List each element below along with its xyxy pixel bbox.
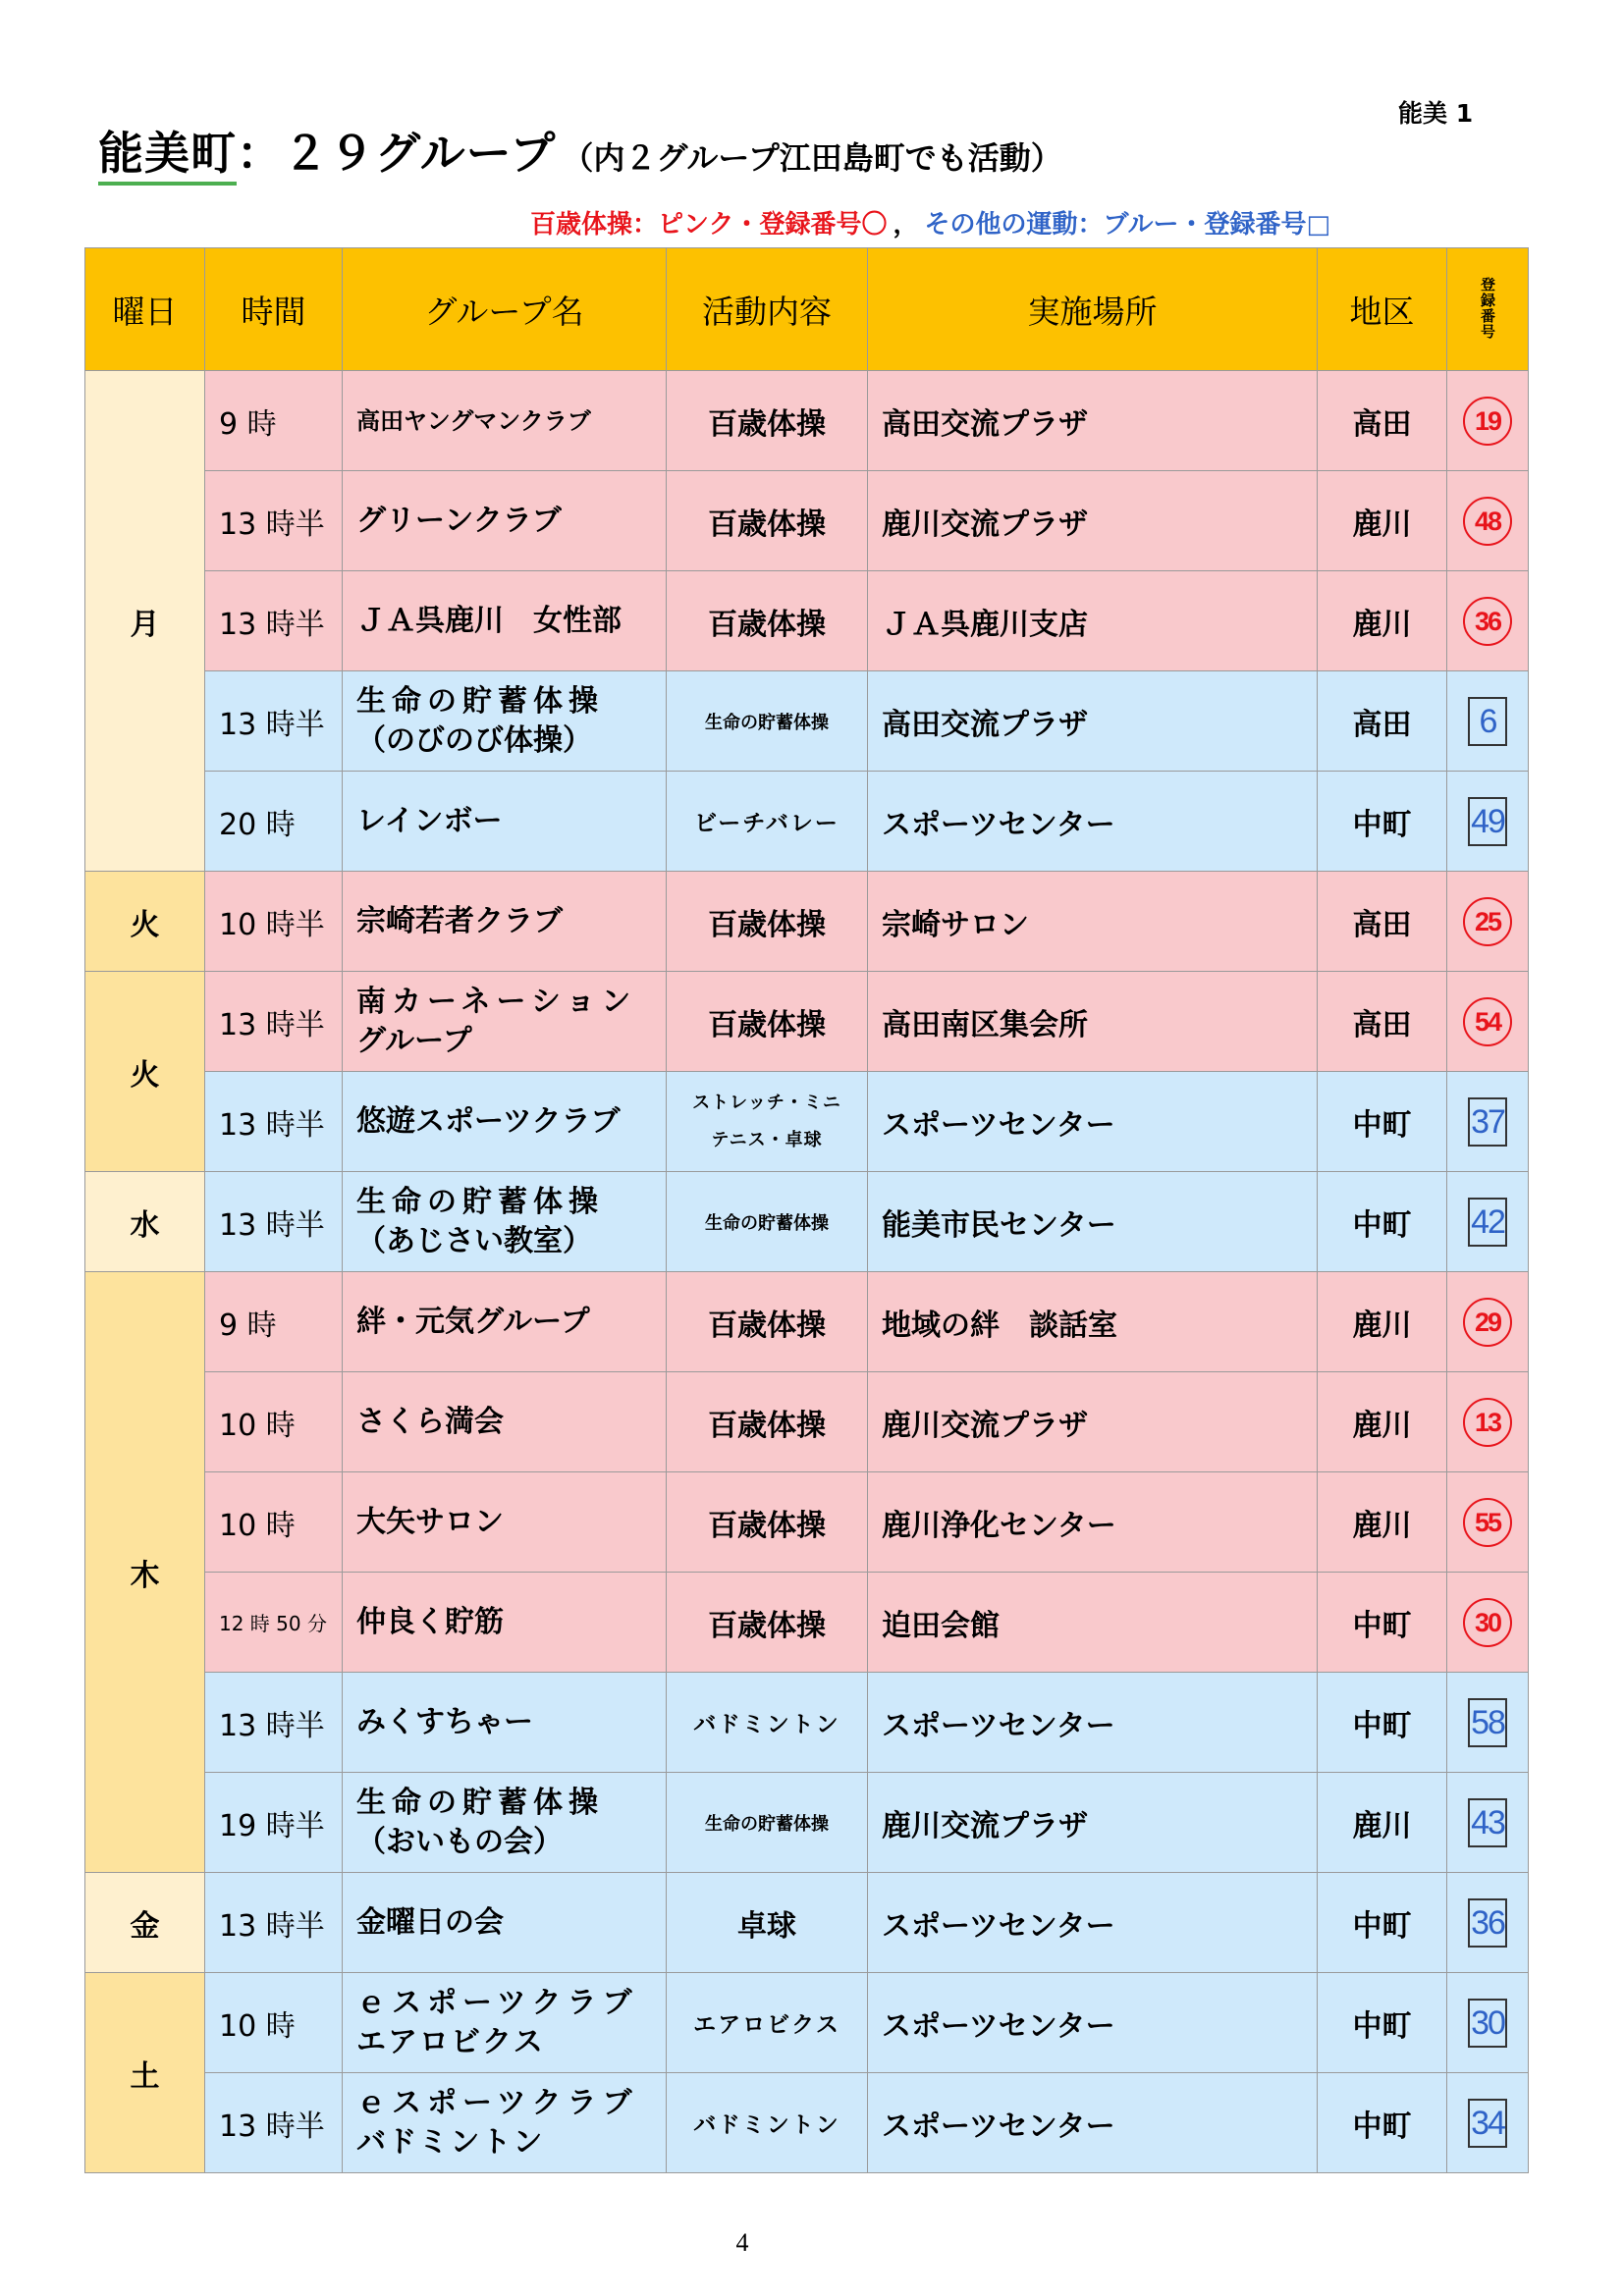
- area-cell: 鹿川: [1318, 1272, 1447, 1372]
- area-cell: 中町: [1318, 1172, 1447, 1272]
- table-row: [85, 1673, 1529, 1773]
- header-code: 登録番号: [1447, 248, 1529, 371]
- place-cell: スポーツセンター: [868, 1072, 1318, 1172]
- area-cell: 鹿川: [1318, 571, 1447, 671]
- time-cell: 9 時: [205, 371, 343, 471]
- activity-cell: 卓球: [667, 1873, 868, 1973]
- group-cell: 生命の貯蓄体操 （のびのび体操）: [343, 671, 667, 772]
- day-cell: 月: [85, 371, 205, 872]
- place-cell: スポーツセンター: [868, 772, 1318, 872]
- circle-code-badge: 48: [1463, 497, 1512, 546]
- page-label: 能美 1: [1398, 99, 1474, 128]
- table-row: [85, 1973, 1529, 2073]
- group-cell: ｅスポーツクラブ バドミントン: [343, 2073, 667, 2173]
- time-cell: 13 時半: [205, 1172, 343, 1272]
- legend-blue: その他の運動：ブルー・登録番号□: [924, 210, 1331, 240]
- header-row: [85, 248, 1529, 371]
- code-cell: [1447, 2073, 1529, 2173]
- title-note: （内２グループ江田島町でも活動）: [562, 139, 1062, 177]
- place-cell: スポーツセンター: [868, 1873, 1318, 1973]
- place-cell: 能美市民センター: [868, 1172, 1318, 1272]
- table-row: [85, 1172, 1529, 1272]
- place-cell: 鹿川交流プラザ: [868, 1773, 1318, 1873]
- table-row: [85, 671, 1529, 772]
- circle-code-badge: 54: [1463, 997, 1512, 1046]
- code-cell: [1447, 772, 1529, 872]
- code-cell: [1447, 1973, 1529, 2073]
- activity-cell: ストレッチ・ミニ テニス・卓球: [667, 1072, 868, 1172]
- table-row: [85, 1372, 1529, 1472]
- area-cell: 中町: [1318, 1973, 1447, 2073]
- group-cell: 金曜日の会: [343, 1873, 667, 1973]
- square-code-badge: 36: [1468, 1898, 1507, 1948]
- place-cell: 鹿川浄化センター: [868, 1472, 1318, 1573]
- square-code-badge: 37: [1468, 1097, 1507, 1147]
- day-cell: 土: [85, 1973, 205, 2173]
- area-cell: 高田: [1318, 972, 1447, 1072]
- table-row: [85, 772, 1529, 872]
- group-cell: グリーンクラブ: [343, 471, 667, 571]
- area-cell: 高田: [1318, 872, 1447, 972]
- table-row: [85, 571, 1529, 671]
- area-cell: 高田: [1318, 371, 1447, 471]
- place-cell: 鹿川交流プラザ: [868, 1372, 1318, 1472]
- time-cell: 10 時: [205, 1973, 343, 2073]
- place-cell: 高田南区集会所: [868, 972, 1318, 1072]
- code-cell: [1447, 972, 1529, 1072]
- circle-code-badge: 30: [1463, 1598, 1512, 1647]
- activity-cell: 百歳体操: [667, 1372, 868, 1472]
- group-cell: 悠遊スポーツクラブ: [343, 1072, 667, 1172]
- table-row: [85, 471, 1529, 571]
- code-cell: [1447, 471, 1529, 571]
- time-cell: 9 時: [205, 1272, 343, 1372]
- activity-cell: 百歳体操: [667, 1272, 868, 1372]
- table-row: [85, 1272, 1529, 1372]
- activity-cell: 百歳体操: [667, 872, 868, 972]
- day-cell: 木: [85, 1272, 205, 1873]
- code-cell: [1447, 571, 1529, 671]
- title-town: 能美町: [98, 127, 237, 186]
- square-code-badge: 34: [1468, 2099, 1507, 2148]
- time-cell: 10 時: [205, 1372, 343, 1472]
- activity-cell: 百歳体操: [667, 471, 868, 571]
- place-cell: 宗崎サロン: [868, 872, 1318, 972]
- time-cell: 13 時半: [205, 972, 343, 1072]
- area-cell: 中町: [1318, 1573, 1447, 1673]
- group-cell: 仲良く貯筋: [343, 1573, 667, 1673]
- group-cell: 宗崎若者クラブ: [343, 872, 667, 972]
- page-title: [98, 118, 1062, 183]
- place-cell: 高田交流プラザ: [868, 671, 1318, 772]
- day-cell: 金: [85, 1873, 205, 1973]
- area-cell: 鹿川: [1318, 1773, 1447, 1873]
- title-colon: ：: [237, 127, 283, 180]
- square-code-badge: 49: [1468, 797, 1507, 846]
- place-cell: 地域の絆 談話室: [868, 1272, 1318, 1372]
- code-cell: [1447, 1773, 1529, 1873]
- time-cell: 20 時: [205, 772, 343, 872]
- code-cell: [1447, 1072, 1529, 1172]
- header-time: 時間: [205, 248, 343, 371]
- header-group: グループ名: [343, 248, 667, 371]
- time-cell: 13 時半: [205, 2073, 343, 2173]
- place-cell: 鹿川交流プラザ: [868, 471, 1318, 571]
- activity-cell: 百歳体操: [667, 972, 868, 1072]
- activity-cell: 生命の貯蓄体操: [667, 1172, 868, 1272]
- square-code-badge: 30: [1468, 1999, 1507, 2048]
- header-day: 曜日: [85, 248, 205, 371]
- header-place: 実施場所: [868, 248, 1318, 371]
- activity-cell: 百歳体操: [667, 371, 868, 471]
- code-cell: [1447, 371, 1529, 471]
- group-cell: 南カーネーション グループ: [343, 972, 667, 1072]
- circle-code-badge: 19: [1463, 397, 1512, 446]
- group-cell: 絆・元気グループ: [343, 1272, 667, 1372]
- place-cell: スポーツセンター: [868, 1673, 1318, 1773]
- activity-cell: バドミントン: [667, 2073, 868, 2173]
- code-cell: [1447, 1573, 1529, 1673]
- area-cell: 中町: [1318, 1072, 1447, 1172]
- color-legend: [530, 204, 1330, 240]
- table-row: [85, 1472, 1529, 1573]
- table-row: [85, 1773, 1529, 1873]
- area-cell: 中町: [1318, 1873, 1447, 1973]
- activity-cell: 生命の貯蓄体操: [667, 671, 868, 772]
- time-cell: 13 時半: [205, 1072, 343, 1172]
- page-number: 4: [735, 2228, 749, 2257]
- table-row: [85, 371, 1529, 471]
- place-cell: スポーツセンター: [868, 2073, 1318, 2173]
- group-cell: 生命の貯蓄体操 （おいもの会）: [343, 1773, 667, 1873]
- activity-cell: 百歳体操: [667, 1573, 868, 1673]
- circle-code-badge: 13: [1463, 1398, 1512, 1447]
- place-cell: スポーツセンター: [868, 1973, 1318, 2073]
- table-row: [85, 1873, 1529, 1973]
- header-area: 地区: [1318, 248, 1447, 371]
- area-cell: 鹿川: [1318, 471, 1447, 571]
- legend-separator: ，: [893, 210, 919, 240]
- place-cell: ＪＡ呉鹿川支店: [868, 571, 1318, 671]
- time-cell: 12 時 50 分: [205, 1573, 343, 1673]
- time-cell: 10 時半: [205, 872, 343, 972]
- group-cell: レインボー: [343, 772, 667, 872]
- day-cell: 水: [85, 1172, 205, 1272]
- code-cell: [1447, 671, 1529, 772]
- area-cell: 中町: [1318, 2073, 1447, 2173]
- table-row: [85, 872, 1529, 972]
- square-code-badge: 6: [1468, 697, 1507, 746]
- group-cell: 生命の貯蓄体操 （あじさい教室）: [343, 1172, 667, 1272]
- code-cell: [1447, 1873, 1529, 1973]
- area-cell: 鹿川: [1318, 1472, 1447, 1573]
- circle-code-badge: 25: [1463, 897, 1512, 946]
- code-cell: [1447, 1472, 1529, 1573]
- code-cell: [1447, 1673, 1529, 1773]
- group-cell: ｅスポーツクラブ エアロビクス: [343, 1973, 667, 2073]
- time-cell: 13 時半: [205, 1873, 343, 1973]
- circle-code-badge: 55: [1463, 1498, 1512, 1547]
- group-cell: みくすちゃー: [343, 1673, 667, 1773]
- square-code-badge: 58: [1468, 1698, 1507, 1747]
- activity-cell: エアロビクス: [667, 1973, 868, 2073]
- place-cell: 迫田会館: [868, 1573, 1318, 1673]
- table-row: [85, 1072, 1529, 1172]
- activity-cell: ビーチバレー: [667, 772, 868, 872]
- activity-cell: バドミントン: [667, 1673, 868, 1773]
- group-cell: 大矢サロン: [343, 1472, 667, 1573]
- table-row: [85, 2073, 1529, 2173]
- circle-code-badge: 36: [1463, 597, 1512, 646]
- square-code-badge: 43: [1468, 1798, 1507, 1847]
- group-cell: さくら満会: [343, 1372, 667, 1472]
- circle-code-badge: 29: [1463, 1298, 1512, 1347]
- code-cell: [1447, 1372, 1529, 1472]
- day-cell: 火: [85, 972, 205, 1172]
- title-count: ２９グループ: [283, 127, 557, 180]
- area-cell: 高田: [1318, 671, 1447, 772]
- area-cell: 中町: [1318, 1673, 1447, 1773]
- time-cell: 10 時: [205, 1472, 343, 1573]
- group-cell: 高田ヤングマンクラブ: [343, 371, 667, 471]
- activity-cell: 生命の貯蓄体操: [667, 1773, 868, 1873]
- group-cell: ＪＡ呉鹿川 女性部: [343, 571, 667, 671]
- code-cell: [1447, 872, 1529, 972]
- activity-cell: 百歳体操: [667, 571, 868, 671]
- place-cell: 高田交流プラザ: [868, 371, 1318, 471]
- time-cell: 13 時半: [205, 671, 343, 772]
- legend-pink: 百歳体操：ピンク・登録番号〇: [530, 210, 888, 240]
- code-cell: [1447, 1272, 1529, 1372]
- time-cell: 19 時半: [205, 1773, 343, 1873]
- header-activity: 活動内容: [667, 248, 868, 371]
- time-cell: 13 時半: [205, 471, 343, 571]
- square-code-badge: 42: [1468, 1198, 1507, 1247]
- code-cell: [1447, 1172, 1529, 1272]
- table-row: [85, 1573, 1529, 1673]
- area-cell: 鹿川: [1318, 1372, 1447, 1472]
- area-cell: 中町: [1318, 772, 1447, 872]
- table-row: [85, 972, 1529, 1072]
- schedule-table: [84, 247, 1529, 2173]
- day-cell: 火: [85, 872, 205, 972]
- activity-cell: 百歳体操: [667, 1472, 868, 1573]
- time-cell: 13 時半: [205, 1673, 343, 1773]
- time-cell: 13 時半: [205, 571, 343, 671]
